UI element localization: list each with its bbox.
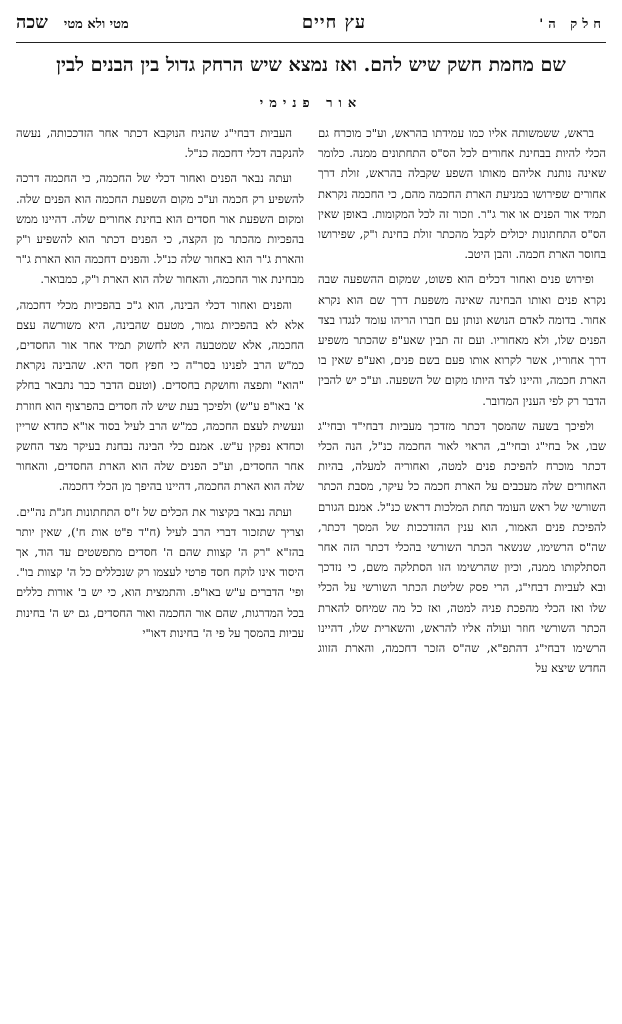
paragraph: ועתה נבאר הפנים ואחור דכלי של החכמה, כי החכמה דרכה להשפיע רק חכמה וע"כ מקום השפעת החכמה הוא הפנים שלה. ומקום השפעת אור חסדים הוא בחינת אחורים שלה. דהיינו ממש בהפכיות מהכתר מן הקצה, כי הפנים דכתר הוא להשפיע ו"ק והארת ג"ר הוא באחור שלה כנ"ל. והפנים דחכמה הוא הארת ג"ר מבחינת אור החכמה, והאחור שלה הוא הארת ו"ק, כמבואר. <box>16 171 304 287</box>
main-text-line: שם מחמת חשק שיש להם. ואז נמצא שיש הרחק גדול בין הבנים לבין <box>56 54 566 76</box>
paragraph: בראש, ששמשותה אליו כמו עמידתו בהראש, וע"כ מוכרח גם הכלי להיות בבחינת אחורים לכל הס"ס התחתונים ממנה. כלומר שאינה נותנת אליהם מאותו השפע שקבלה בהראש, זולת דרך אחורים שפירושו במניעת הארת החכמה מהם, כי החכמה נקראת תמיד אור הפנים או אור ג"ר. וזכור זה לכל המקומות. באופן שאין הס"ס התחתונות יכולים לקבל מהכתר זולת בחינת ו"ק, שפירושו בחוסר הארת חכמה. והבן היטב. <box>318 126 606 262</box>
chapter-label: מטי ולא מטי <box>63 17 129 32</box>
part-label: חלק ה' <box>539 17 606 32</box>
paragraph: העביות דבחי"ג שהניח הנוקבא דכתר אחר הזדככותה, נעשה להנקבה דכלי דחכמה כנ"ל. <box>16 126 304 161</box>
paragraph: ולפיכך בשעה שהמסך דכתר מזדכך מעביות דבחי"ד ובחי"ג שבו, אל בחי"ג ובחי"ב, הראוי לאור החכמה כנ"ל, הנה הכלי דכתר מוכרח להפיכת פנים למטה, ואחוריה למעלה, בהיות האחורים שלה מעכבים על הארת חכמה כל עיקר, מסבת הכתר השורשי של ראש העומד תחת המלכות דראש כנ"ל. אמנם הגורם להפיכת פנים האמור, הוא ענין ההזדככות של המסך דכתר, שה"ס הרשימו, שנשאר הכתר השורשי בהכלי דכתר הזה אחר הסתלקותו ממנה, וכיון שהרשימו הזו הסתלקה משם, כי נזדכך ובא לעביות דבחי"ג, הרי פסק שליטת הכתר השורשי על הכלי שלו ואז הכלי מהפכת פניה למטה, ואז כל מה שמיחס להארת הכתר השורשי חוזר ועולה אליו להראש, והשארית שלו, דהיינו הרשימו דבחי"ג דהתפ"א, שה"ס הזכר דחכמה, והארת הזווג החדש שיצא על <box>318 418 606 676</box>
page-number: שכה <box>16 12 48 33</box>
paragraph: והפנים ואחור דכלי הבינה, הוא ג"כ בהפכיות מכלי דחכמה, אלא לא בהפכיות גמור, מטעם שהבינה, היא משורשה עצם החכמה, אלא שמטבעה היא לחשוק תמיד אחר אור החסדים, כמ"ש הרב לפנינו בסר"ה כי חפץ חסד היא. שהבינה נקראת "הוא" ותפצה וחושקת בחסדים. (וטעם הדבר כבר נתבאר בחלק א' באו"פ ע"ש) ולפיכך בעת שיש לה חסדים בהפרצוף הוא חוזרת ונעשית לעצם החכמה, כמ"ש הרב לעיל בסוד או"א כחדא שריין וכחדא נפקין ע"ש. אמנם כלי הבינה נבחנת בעיקר מצד החשק אחר החסדים, וע"כ הפנים שלה הוא הארת החסדים, והאחור שלה הוא הארת החכמה, דהיינו בהיפך מן הכלי דחכמה. <box>16 297 304 494</box>
running-header <box>16 12 606 43</box>
section-heading: אור פנימי <box>259 96 363 111</box>
commentary-columns <box>16 123 606 993</box>
paragraph: ופירוש פנים ואחור דכלים הוא פשוט, שמקום ההשפעה שבה נקרא פנים ואותו הבחינה שאינה משפעת דרך שם הוא נקרא אחור. בדומה לאדם הנושא ונותן עם חברו הריהו עומד לנגדו בצד הפנים שלו, ולא מאחוריו. ועם זה תבין שאע"פ שהכתר משפיע דרך אחוריו, אשר לקרוא אותו פעם בשם פנים, ואע"פ שאין בו הארת חכמה, והיינו לצד היותו מקום של השפעה. וע"כ יש להבין הדבר רק לפי הענין המדובר. <box>318 272 606 408</box>
right-column <box>318 123 606 993</box>
book-title: עץ חיים <box>301 12 367 33</box>
left-column <box>16 123 304 993</box>
paragraph: ועתה נבאר בקיצור את הכלים של ז"ס התחתונות חג"ת נה"ים. וצריך שתזכור דברי הרב לעיל (ח"ד פ"ט אות ח'), שאין יותר בהז"א "רק ה' קצוות שהם ה' חסדים מתפשטים עד הוד, אך היסוד אינו לוקח חסד פרטי לעצמו רק שנכללים כל ה' קצוות בו". ופי' הדברים ע"ש באו"פ. והתמצית הוא, כי יש ב' אורות כללים בכל המדרגות, שהם אור החכמה ואור החסדים, גם יש ה' בחינות עביות בהמסך על פי ה' בחינות דאו"י <box>16 504 304 640</box>
header-left-group <box>16 12 129 33</box>
